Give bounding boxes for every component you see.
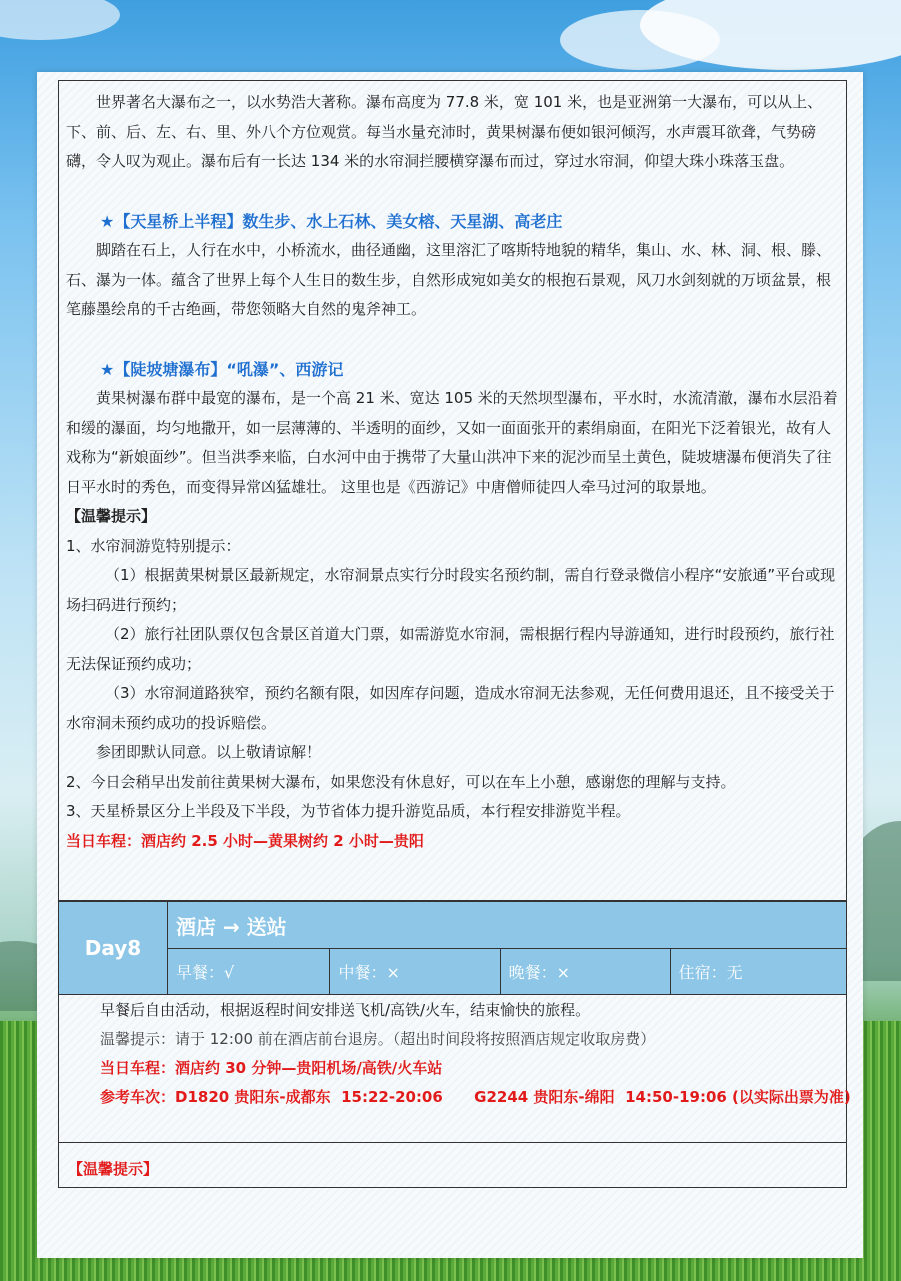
day8-label: Day8 [59,902,168,995]
day8-header-table [58,901,847,995]
tianxing-paragraph: 脚踏在石上，人行在水中，小桥流水，曲径通幽，这里溶汇了喀斯特地貌的精华，集山、水、林、洞、根、滕、石、瀑为一体。蕴含了世界上每个人生日的数生步，自然形成宛如美女的根抱石景观，风刀水剑刻就的万顷盆景，根笔藤墨绘帛的千古绝画，带您领略大自然的鬼斧神工。 [66,241,832,318]
tip-1-3: （3）水帘洞道路狭窄，预约名额有限，如因库存问题，造成水帘洞无法参观，无任何费用退还，且不接受关于水帘洞未预约成功的投诉赔偿。 [66,684,835,732]
divider [59,1142,846,1143]
waterfall-paragraph: 世界著名大瀑布之一，以水势浩大著称。瀑布高度为 77.8 米，宽 101 米，也是亚洲第一大瀑布，可以从上、下、前、后、左、右、里、外八个方位观赏。每当水量充沛时，黄果树瀑布便如银河倾泻，水声震耳欲聋，气势磅礴，令人叹为观止。瀑布后有一长达 134 米的水帘洞拦腰横穿瀑布而过，穿过水帘洞，仰望大珠小珠落玉盘。 [66,93,823,170]
tip-1-4: 参团即默认同意。以上敬请谅解！ [96,743,322,761]
breakfast-cell: 早餐：√ [168,949,330,995]
tip-2: 2、今日会稍早出发前往黄果树大瀑布，如果您没有休息好，可以在车上小憩，感谢您的理解与支持。 [66,772,736,791]
lunch-cell: 中餐：× [330,949,500,995]
day7-drive-time: 当日车程：酒店约 2.5 小时—黄果树约 2 小时—贵阳 [66,831,424,850]
tip-1: 1、水帘洞游览特别提示： [66,536,241,555]
tips-heading: 【温馨提示】 [66,507,157,525]
doupo-heading: ★【陡坡塘瀑布】“吼瀑”、西游记 [100,359,344,379]
day8-drive-time: 当日车程：酒店约 30 分钟—贵阳机场/高铁/火车站 [100,1059,443,1077]
day7-content [66,88,841,856]
tip-1-2: （2）旅行社团队票仅包含景区首道大门票，如需游览水帘洞，需根据行程内导游通知，进行时段预约，旅行社无法保证预约成功； [66,625,835,673]
tip-1-1: （1）根据黄果树景区最新规定，水帘洞景点实行分时段实名预约制，需自行登录微信小程序“安旅通”平台或现场扫码进行预约； [66,566,836,614]
day8-tips-heading: 【温馨提示】 [68,1160,159,1178]
day8-content [100,996,851,1112]
stay-cell: 住宿：无 [670,949,846,995]
day8-trains: 参考车次：D1820 贵阳东-成都东 15:22-20:06 G2244 贵阳东-绵阳 14:50-19:06 (以实际出票为准) [100,1088,851,1106]
doupo-paragraph: 黄果树瀑布群中最宽的瀑布，是一个高 21 米、宽达 105 米的天然坝型瀑布，平水时，水流清澈，瀑布水层沿着和缓的瀑面，均匀地撒开，如一层薄薄的、半透明的面纱，又如一面面张开的素绢扇面，在阳光下泛着银光，故有人戏称为“新娘面纱”。但当洪季来临，白水河中由于携带了大量山洪冲下来的泥沙而呈土黄色，陡坡塘瀑布便消失了往日平水时的秀色，而变得异常凶猛雄壮。 这里也是《西游记》中唐僧师徒四人牵马过河的取景地。 [66,389,838,496]
tianxing-heading: ★【天星桥上半程】数生步、水上石林、美女榕、天星湖、高老庄 [100,211,563,231]
tip-3: 3、天星桥景区分上半段及下半段，为节省体力提升游览品质，本行程安排游览半程。 [66,802,631,820]
day8-notice: 温馨提示：请于 12:00 前在酒店前台退房。（超出时间段将按照酒店规定收取房费） [100,1030,656,1048]
dinner-cell: 晚餐：× [500,949,670,995]
day8-description: 早餐后自由活动，根据返程时间安排送飞机/高铁/火车，结束愉快的旅程。 [100,1001,591,1019]
day8-route: 酒店 → 送站 [168,902,847,949]
